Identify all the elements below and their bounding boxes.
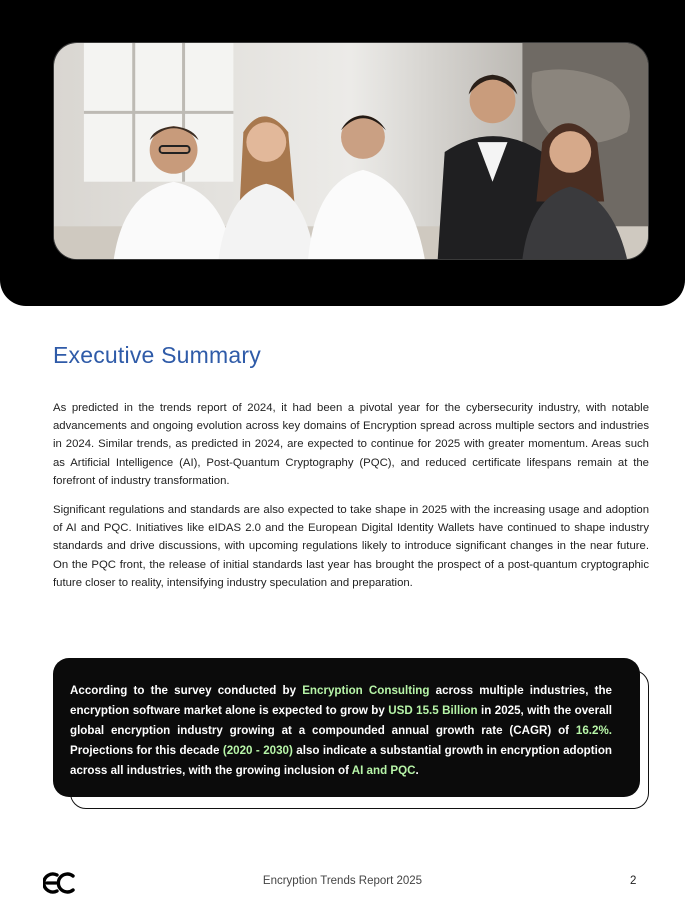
callout-text-segment: Projections for this decade <box>70 744 223 757</box>
page-title: Executive Summary <box>53 342 261 368</box>
team-photo-image <box>53 42 649 260</box>
survey-callout-box <box>53 658 640 797</box>
highlight-encryption-consulting: Encryption Consulting <box>302 684 430 697</box>
footer-report-title: Encryption Trends Report 2025 <box>262 875 423 887</box>
callout-text-segment: . <box>415 764 419 777</box>
callout-text-segment: also indicate a substantial growth in encryption adoption across all industries, with the growing inclusion of <box>70 744 613 777</box>
summary-paragraph-2: Significant regulations and standards are also expected to take shape in 2025 with the increasing usage and adoption of AI and PQC. Initiatives like eIDAS 2.0 and the European Digital Identity Wallets have continued to shape industry standards and drive discussions, with upcoming regulations likely to introduce significant changes in the near future. On the PQC front, the release of initial standards last year has brought the prospect of a post-quantum cryptographic future closer to reality, intensifying industry speculation and preparation. <box>53 504 649 589</box>
callout-text-segment: across multiple industries, the encryption software market alone is expected to grow by <box>70 684 612 717</box>
team-photo-illustration <box>54 43 648 259</box>
page-number: 2 <box>630 875 637 887</box>
hero-band <box>0 0 685 306</box>
highlight-ai-pqc: AI and PQC <box>351 764 416 777</box>
callout-text-segment: According to the survey conducted by <box>70 684 303 697</box>
callout-text <box>70 681 612 781</box>
highlight-decade: (2020 - 2030) <box>222 744 293 757</box>
callout-text-segment: in 2025, with the overall global encryption industry growing at a compounded annual growth rate (CAGR) of <box>70 704 613 737</box>
highlight-cagr: 16.2%. <box>575 724 612 737</box>
highlight-market-growth: USD 15.5 Billion <box>388 704 478 717</box>
summary-paragraph-1: As predicted in the trends report of 2024, it had been a pivotal year for the cybersecurity industry, with notable advancements and ongoing evolution across key domains of Encryption spread across multiple sectors and industries in 2024. Similar trends, as predicted in 2024, are expected to continue for 2025 with greater momentum. Areas such as Artificial Intelligence (AI), Post-Quantum Cryptography (PQC), and reduced certificate lifespans remain at the forefront of industry transformation. <box>53 402 649 487</box>
